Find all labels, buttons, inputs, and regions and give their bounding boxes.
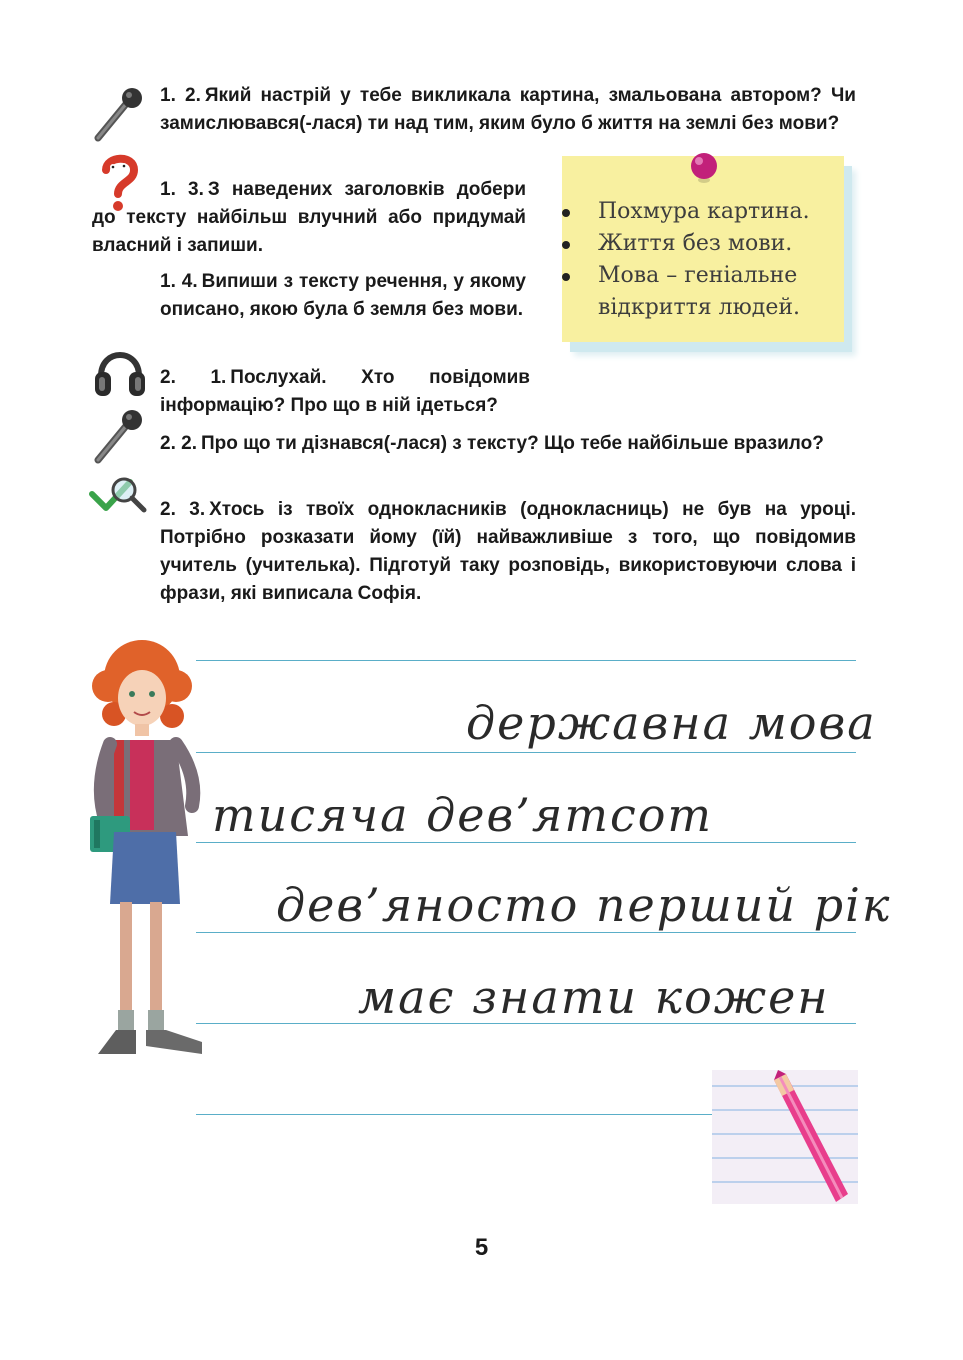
girl-illustration <box>80 636 210 1060</box>
push-pin-icon <box>684 150 724 190</box>
handwritten-phrase: має знати кожен <box>358 970 830 1024</box>
task-number: 2. 1. <box>160 367 227 388</box>
handwritten-phrase: державна мова <box>466 696 877 750</box>
task-2-2 <box>160 430 856 458</box>
task-number: 2. 3. <box>160 499 206 520</box>
task-text: Про що ти дізнався(-лася) з тексту? Що тебе найбільше вразило? <box>200 433 824 454</box>
task-number: 1. 3. <box>160 179 204 200</box>
task-number: 1. 4. <box>160 271 198 292</box>
handwritten-phrase: дев’яносто перший рік <box>276 878 892 932</box>
task-1-2 <box>160 82 856 138</box>
page-number: 5 <box>474 1234 489 1261</box>
task-text: Який настрій у тебе викликала картина, змальована автором? Чи замислювався(-лася) ти над тим, яким було б життя на землі без мови? <box>160 85 856 134</box>
ruled-line <box>196 842 856 843</box>
pencil-notebook-illustration <box>712 1070 858 1204</box>
task-text: З наведених заголовків добери до тексту найбільш влучний або придумай власний і запиши. <box>92 179 526 256</box>
task-2-1 <box>160 364 530 420</box>
task-number: 2. 2. <box>160 433 197 454</box>
task-number: 1. 2. <box>160 85 201 106</box>
list-item: Похмура картина. <box>562 196 843 228</box>
sticky-note <box>562 156 844 342</box>
ruled-line <box>196 932 856 933</box>
ruled-line <box>196 752 856 753</box>
handwritten-phrase: тисяча дев’ятсот <box>212 788 714 842</box>
task-1-3 <box>92 176 526 260</box>
list-item: Мова – геніальне відкриття людей. <box>562 260 843 324</box>
title-options-list <box>562 196 843 324</box>
task-text: Послухай. Хто повідомив інформацію? Про що в ній ідеться? <box>160 367 530 416</box>
microphone-icon <box>92 86 150 142</box>
task-text: Хтось із твоїх однокласників (однокласниць) не був на уроці. Потрібно розказати йому (їй) найважливіше з того, що повідомив учитель (учителька). Підготуй таку розповідь, використовуючи слова і фрази, які виписала Софія. <box>160 499 856 604</box>
task-text: Випиши з тексту речення, у якому описано, якою була б земля без мови. <box>160 271 526 320</box>
microphone-icon <box>92 408 150 464</box>
list-item: Життя без мови. <box>562 228 843 260</box>
ruled-line <box>196 1114 712 1115</box>
task-1-4 <box>160 268 526 324</box>
headphones-icon <box>91 342 149 400</box>
magnifier-check-icon <box>88 474 148 516</box>
task-2-3 <box>160 496 856 608</box>
ruled-line <box>196 660 856 661</box>
